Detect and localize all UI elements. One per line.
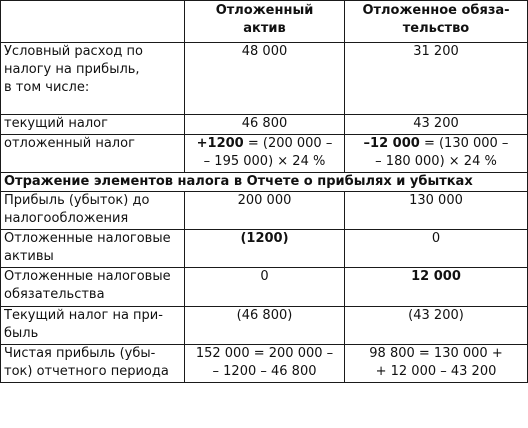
row-label: отложенный налог <box>1 135 185 173</box>
row-label: Условный расход по налогу на прибыль, в том числе: <box>1 43 185 115</box>
table-row <box>1 135 528 173</box>
cell-liability: 12 000 <box>345 268 528 307</box>
table-row <box>1 268 528 307</box>
table-row <box>1 43 528 115</box>
cell-liability: –12 000 = (130 000 – – 180 000) × 24 % <box>345 135 528 173</box>
cell-asset: +1200 = (200 000 – – 195 000) × 24 % <box>185 135 345 173</box>
table-row <box>1 115 528 135</box>
cell-liability: 43 200 <box>345 115 528 135</box>
cell-asset: 200 000 <box>185 192 345 230</box>
section-title: Отражение элементов налога в Отчете о прибылях и убытках <box>1 173 528 192</box>
header-deferred-liability: Отложенное обяза- тельство <box>345 1 528 43</box>
row-label: Чистая прибыль (убы- ток) отчетного периода <box>1 345 185 383</box>
row-label: текущий налог <box>1 115 185 135</box>
cell-liability: 98 800 = 130 000 + + 12 000 – 43 200 <box>345 345 528 383</box>
cell-asset: 0 <box>185 268 345 307</box>
cell-liability: 0 <box>345 230 528 268</box>
row-label: Прибыль (убыток) до налогообложения <box>1 192 185 230</box>
cell-asset: 48 000 <box>185 43 345 115</box>
cell-liability: (43 200) <box>345 307 528 345</box>
cell-asset: 152 000 = 200 000 – – 1200 – 46 800 <box>185 345 345 383</box>
table-row <box>1 192 528 230</box>
cell-asset: 46 800 <box>185 115 345 135</box>
row-label: Отложенные налоговые активы <box>1 230 185 268</box>
header-empty-cell <box>1 1 185 43</box>
table-row <box>1 345 528 383</box>
section-row <box>1 173 528 192</box>
header-deferred-asset: Отложенный актив <box>185 1 345 43</box>
row-label: Текущий налог на при- быль <box>1 307 185 345</box>
cell-liability: 31 200 <box>345 43 528 115</box>
row-label: Отложенные налоговые обязательства <box>1 268 185 307</box>
table-row <box>1 307 528 345</box>
header-row <box>1 1 528 43</box>
table-row <box>1 230 528 268</box>
cell-asset: (46 800) <box>185 307 345 345</box>
cell-asset: (1200) <box>185 230 345 268</box>
cell-liability: 130 000 <box>345 192 528 230</box>
